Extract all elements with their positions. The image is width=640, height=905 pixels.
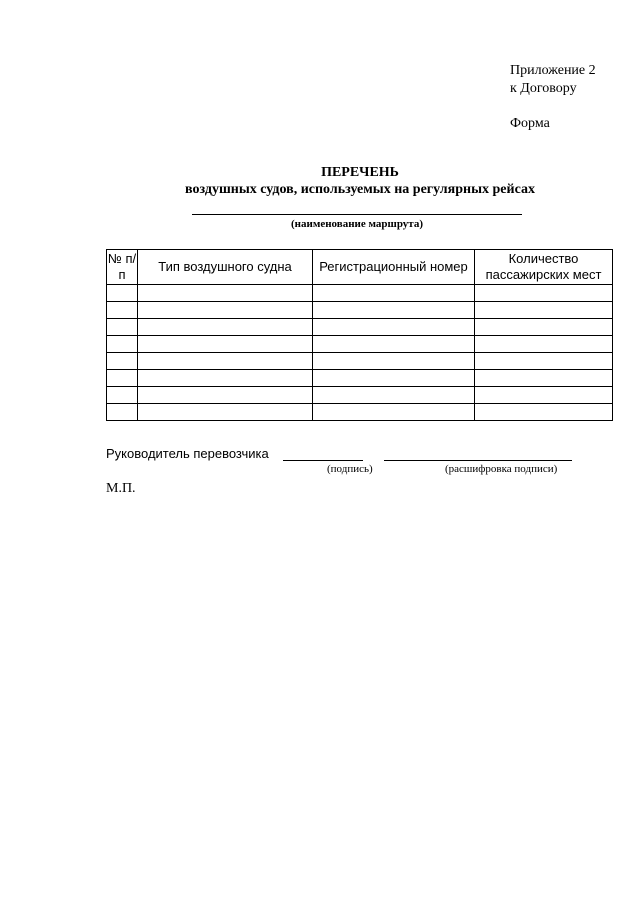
cell-registration-number[interactable] [313, 302, 475, 319]
table-row [107, 319, 613, 336]
cell-number[interactable] [107, 302, 138, 319]
cell-passenger-seats[interactable] [475, 404, 613, 421]
cell-registration-number[interactable] [313, 336, 475, 353]
cell-passenger-seats[interactable] [475, 319, 613, 336]
cell-aircraft-type[interactable] [138, 302, 313, 319]
table-row [107, 404, 613, 421]
signature-label: Руководитель перевозчика [106, 446, 269, 461]
table-body [107, 285, 613, 421]
appendix-block [510, 62, 596, 133]
appendix-contract-ref: к Договору [510, 81, 577, 96]
cell-registration-number[interactable] [313, 285, 475, 302]
route-name-caption: (наименование маршрута) [290, 218, 424, 230]
cell-passenger-seats[interactable] [475, 370, 613, 387]
cell-aircraft-type[interactable] [138, 353, 313, 370]
signature-line[interactable] [283, 460, 363, 461]
cell-aircraft-type[interactable] [138, 370, 313, 387]
cell-number[interactable] [107, 353, 138, 370]
header-registration-number: Регистрационный номер [313, 250, 475, 285]
cell-registration-number[interactable] [313, 387, 475, 404]
cell-number[interactable] [107, 404, 138, 421]
header-passenger-seats: Количество пассажирских мест [475, 250, 613, 285]
cell-registration-number[interactable] [313, 319, 475, 336]
route-name-line[interactable] [192, 214, 522, 215]
cell-passenger-seats[interactable] [475, 336, 613, 353]
cell-passenger-seats[interactable] [475, 353, 613, 370]
table-row [107, 302, 613, 319]
table-row [107, 370, 613, 387]
cell-passenger-seats[interactable] [475, 387, 613, 404]
cell-number[interactable] [107, 370, 138, 387]
document-title: ПЕРЕЧЕНЬ [321, 165, 399, 180]
cell-aircraft-type[interactable] [138, 387, 313, 404]
cell-registration-number[interactable] [313, 404, 475, 421]
cell-number[interactable] [107, 285, 138, 302]
cell-number[interactable] [107, 319, 138, 336]
cell-registration-number[interactable] [313, 370, 475, 387]
cell-aircraft-type[interactable] [138, 285, 313, 302]
cell-number[interactable] [107, 387, 138, 404]
appendix-number: Приложение 2 [510, 63, 596, 78]
cell-passenger-seats[interactable] [475, 302, 613, 319]
cell-number[interactable] [107, 336, 138, 353]
table-header-row [107, 250, 613, 285]
signature-caption: (подпись) [327, 463, 373, 475]
cell-registration-number[interactable] [313, 353, 475, 370]
cell-aircraft-type[interactable] [138, 336, 313, 353]
stamp-label: М.П. [106, 481, 136, 496]
document-subtitle: воздушных судов, используемых на регулярных рейсах [185, 182, 535, 197]
aircraft-table [106, 249, 613, 421]
signature-name-caption: (расшифровка подписи) [445, 463, 558, 475]
cell-aircraft-type[interactable] [138, 404, 313, 421]
form-label: Форма [510, 116, 550, 131]
cell-passenger-seats[interactable] [475, 285, 613, 302]
table-row [107, 336, 613, 353]
table-row [107, 285, 613, 302]
header-aircraft-type: Тип воздушного судна [138, 250, 313, 285]
table-row [107, 353, 613, 370]
table-row [107, 387, 613, 404]
signature-name-line[interactable] [384, 460, 572, 461]
header-number: № п/п [107, 250, 138, 285]
cell-aircraft-type[interactable] [138, 319, 313, 336]
